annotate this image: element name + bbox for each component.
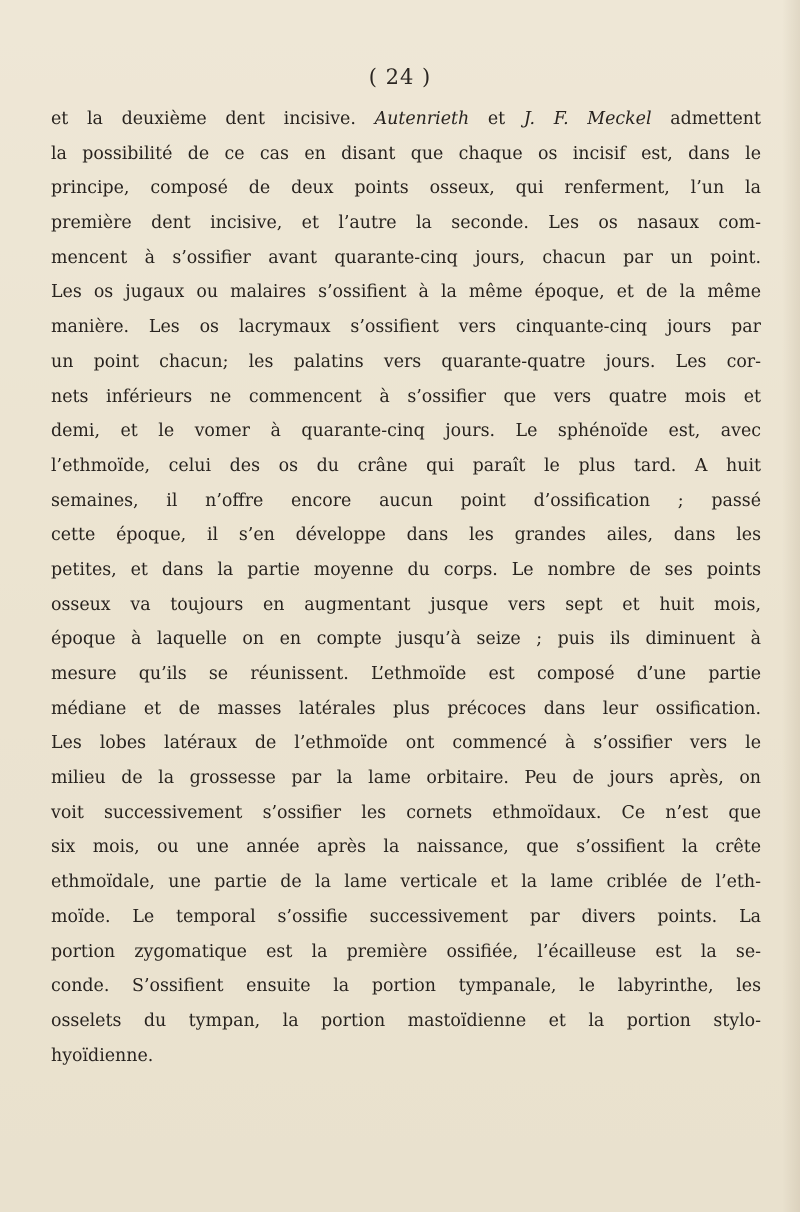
text-line: semaines, il n’offre encore aucun point d’ossification ; passé	[51, 490, 761, 511]
text-line: nets inférieurs ne commencent à s’ossifier que vers quatre mois et	[51, 386, 761, 407]
text-line: moïde. Le temporal s’ossifie successivement par divers points. La	[51, 906, 761, 927]
text-line	[51, 102, 761, 137]
text-line: époque à laquelle on en compte jusqu’à seize ; puis ils diminuent à	[51, 629, 761, 650]
text-line: un point chacun; les palatins vers quarante-quatre jours. Les cor-	[51, 351, 761, 372]
text-line: l’ethmoïde, celui des os du crâne qui paraît le plus tard. A huit	[51, 455, 761, 476]
text-line: Les os jugaux ou malaires s’ossifient à la même époque, et de la même	[51, 282, 761, 303]
text-line: osselets du tympan, la portion mastoïdienne et la portion stylo-	[51, 1010, 761, 1031]
text-line: ethmoïdale, une partie de la lame verticale et la lame criblée de l’eth-	[51, 872, 761, 893]
text-line: conde. S’ossifient ensuite la portion tympanale, le labyrinthe, les	[51, 976, 761, 997]
text-line: osseux va toujours en augmentant jusque vers sept et huit mois,	[51, 594, 761, 615]
text-line-last: hyoïdienne.	[51, 1045, 154, 1066]
text-line: demi, et le vomer à quarante-cinq jours. Le sphénoïde est, avec	[51, 421, 761, 442]
text-line: la possibilité de ce cas en disant que chaque os incisif est, dans le	[51, 143, 761, 164]
page-edge-shadow	[782, 0, 800, 1212]
text-segment: et la deuxième dent incisive.	[51, 109, 375, 129]
text-line: Les lobes latéraux de l’ethmoïde ont commencé à s’ossifier vers le	[51, 733, 761, 754]
text-line: cette époque, il s’en développe dans les grandes ailes, dans les	[51, 525, 761, 546]
text-line: portion zygomatique est la première ossifiée, l’écailleuse est la se-	[51, 941, 761, 962]
text-line: six mois, ou une année après la naissance, que s’ossifient la crête	[51, 837, 761, 858]
text-line: manière. Les os lacrymaux s’ossifient vers cinquante-cinq jours par	[51, 317, 761, 338]
text-segment: et	[469, 109, 524, 129]
text-line: milieu de la grossesse par la lame orbitaire. Peu de jours après, on	[51, 768, 761, 789]
page-number: ( 24 )	[368, 65, 432, 89]
text-line: mencent à s’ossifier avant quarante-cinq jours, chacun par un point.	[51, 247, 761, 268]
body-text	[51, 102, 761, 1073]
author-name-meckel: J. F. Meckel	[523, 109, 652, 129]
text-line: médiane et de masses latérales plus précoces dans leur ossification.	[51, 698, 761, 719]
text-line: première dent incisive, et l’autre la seconde. Les os nasaux com-	[51, 213, 761, 234]
text-line: principe, composé de deux points osseux, qui renferment, l’un la	[51, 178, 761, 199]
text-line: voit successivement s’ossifier les cornets ethmoïdaux. Ce n’est que	[51, 802, 761, 823]
author-name-autenrieth: Autenrieth	[374, 109, 470, 129]
text-segment: admettent	[651, 109, 761, 129]
text-line: petites, et dans la partie moyenne du corps. Le nombre de ses points	[51, 559, 761, 580]
text-line: mesure qu’ils se réunissent. L’ethmoïde est composé d’une partie	[51, 664, 761, 684]
